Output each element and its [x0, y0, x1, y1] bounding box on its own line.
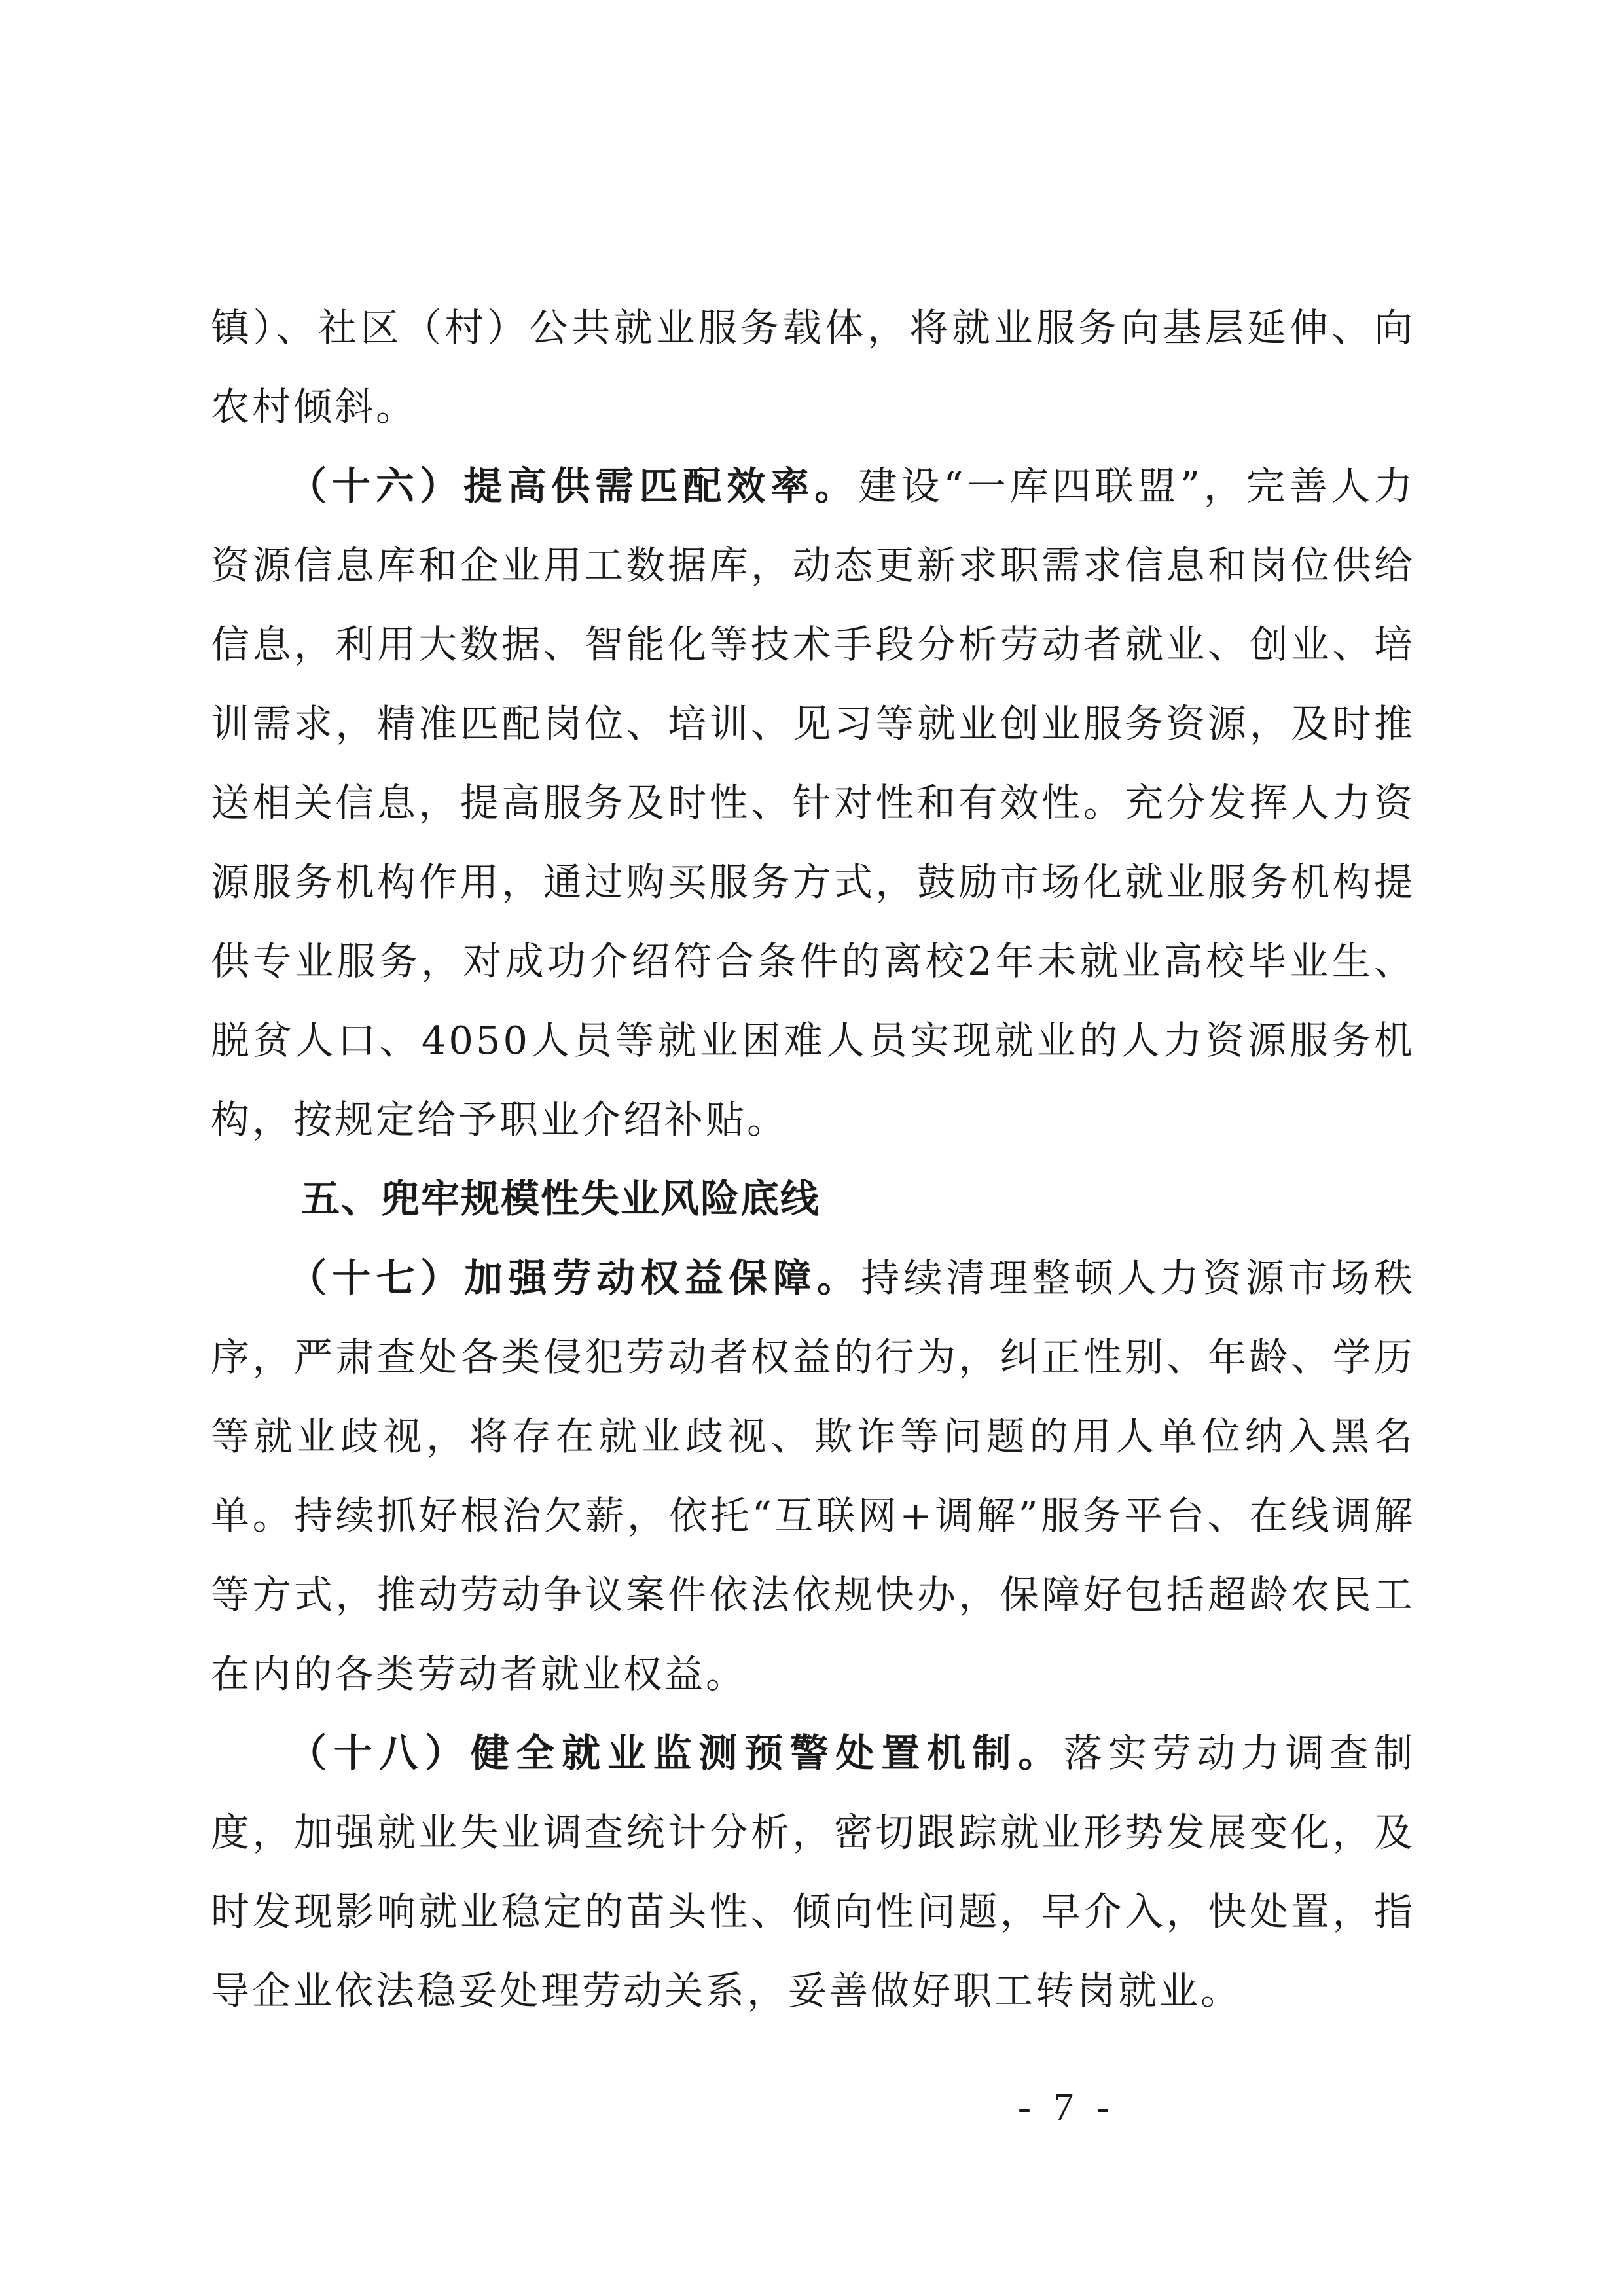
paragraph-continuation: [211, 288, 1415, 446]
item-17-text: 持续清理整顿人力资源市场秩序，严肃查处各类侵犯劳动者权益的行为，纠正性别、年龄、学历等就业歧视，将存在就业歧视、欺诈等问题的用人单位纳入黑名单。持续抓好根治欠薪，依托“互联网+调解”服务平台、在线调解等方式，推动劳动争议案件依法依规快办，保障好包括超龄农民工在内的各类劳动者就业权益。: [211, 1255, 1415, 1696]
document-body: [211, 288, 1415, 2030]
item-16-heading: （十六）提高供需匹配效率。: [288, 463, 859, 509]
paragraph-item-16: [211, 446, 1415, 1159]
paragraph-text: 镇）、社区（村）公共就业服务载体，将就业服务向基层延伸、向农村倾斜。: [211, 305, 1415, 429]
paragraph-item-17: [211, 1238, 1415, 1713]
page-number: - 7 -: [1018, 2085, 1116, 2128]
section-heading: 五、兜牢规模性失业风险底线: [301, 1176, 821, 1221]
paragraph-item-18: [211, 1713, 1415, 2030]
item-18-heading: （十八）健全就业监测预警处置机制。: [288, 1731, 1064, 1776]
item-18-text: 落实劳动力调查制度，加强就业失业调查统计分析，密切跟踪就业形势发展变化，及时发现影响就业稳定的苗头性、倾向性问题，早介入，快处置，指导企业依法稳妥处理劳动关系，妥善做好职工转岗就业。: [211, 1731, 1415, 2013]
item-17-heading: （十七）加强劳动权益保障。: [288, 1255, 861, 1300]
item-16-text: 建设“一库四联盟”，完善人力资源信息库和企业用工数据库，动态更新求职需求信息和岗位供给信息，利用大数据、智能化等技术手段分析劳动者就业、创业、培训需求，精准匹配岗位、培训、见习等就业创业服务资源，及时推送相关信息，提高服务及时性、针对性和有效性。充分发挥人力资源服务机构作用，通过购买服务方式，鼓励市场化就业服务机构提供专业服务，对成功介绍符合条件的离校2年未就业高校毕业生、脱贫人口、4050人员等就业困难人员实现就业的人力资源服务机构，按规定给予职业介绍补贴。: [211, 463, 1415, 1142]
